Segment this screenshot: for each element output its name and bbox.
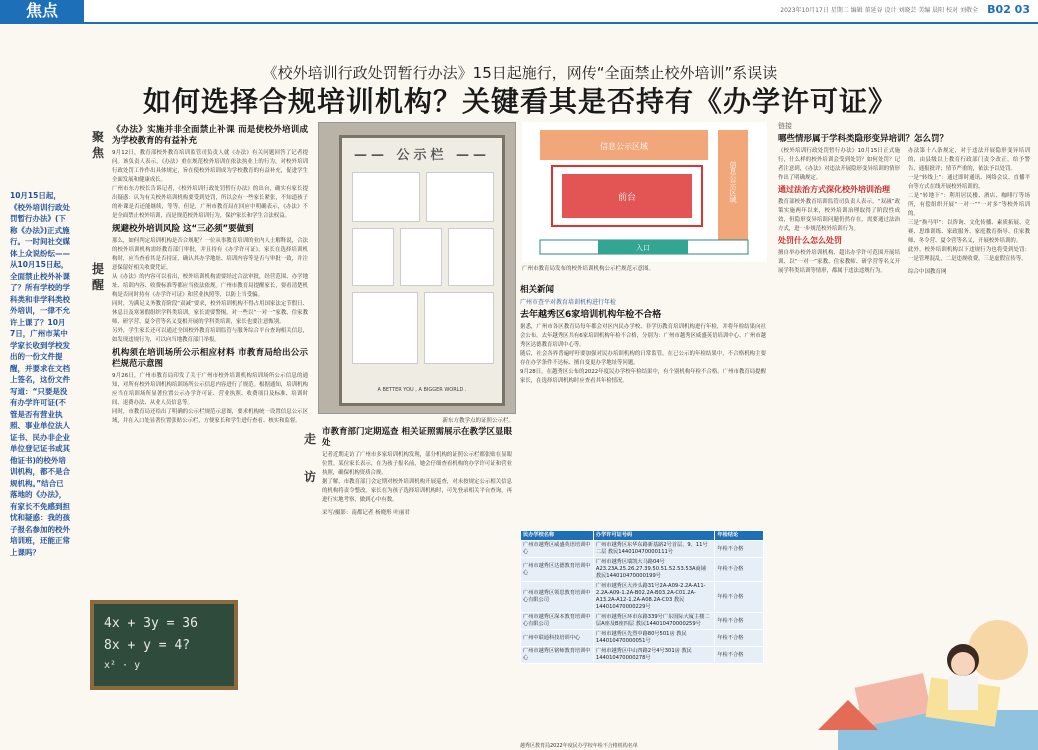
label-xing: 醒 bbox=[92, 278, 105, 292]
notice-board-photo bbox=[318, 122, 516, 414]
link-credit: 综合中国教育网 bbox=[908, 269, 947, 275]
top-info-label: 信息公示区域 bbox=[600, 142, 648, 151]
table-header: 办学许可证号码 bbox=[593, 531, 715, 541]
paragraph: 此外，校外培训机构以下违规行为也将受到处罚：一是管理混乱，二是违规收费，三是虚假宣传等。 bbox=[908, 247, 1030, 262]
side-info-label: 信息公示区域 bbox=[729, 161, 737, 203]
headline-title: 如何选择合规培训机构？关键看其是否持有《办学许可证》 bbox=[142, 85, 897, 118]
board-slogan: A BETTER YOU , A BIGGER WORLD . bbox=[377, 387, 467, 393]
table-cell: 广州市越秀区达德教育培训中心 bbox=[521, 558, 594, 582]
label-jiao: 焦 bbox=[92, 146, 105, 160]
paragraph: 随后，社会各界普遍呼吁要加强对民办培训机构的日常监管。在已公示的年检结果中，不合格机构主要存在办学条件不达标、擅自变更办学地址等问题。 bbox=[520, 351, 766, 366]
sidebar-note: 10月15日起，《校外培训行政处罚暂行办法》(下称《办法》)正式施行。一时间社交媒体上众说纷纭——从10月15日起，全面禁止校外补课了？所有学校的学科类和非学科类校外培训，一律不允许上课了？10月7日，广州市某中学家长收到学校发出的一份文件提醒，并要求在文档上签名，这份文件写道：“只要是没有办学许可证(不管是否有营业执照、事业单位法人证书、民办非企业单位登记证书或其他证书)的校外培训机构，都不是合规机构。”结合已落地的《办法》，有家长不免感到担忧和疑惑：我的孩子报名参加的校外培训班，还能正常上课吗？ bbox=[10, 191, 70, 557]
table-header: 民办学校名称 bbox=[521, 531, 594, 541]
credit: 采写/摄影：南都记者 杨晓彤 叶丽君 bbox=[322, 510, 410, 516]
label-fang: 访 bbox=[304, 470, 317, 484]
table-cell: 广州市越秀区威盛英语培训中心 bbox=[521, 541, 594, 558]
masthead bbox=[0, 0, 1038, 24]
table-cell: 年检不合格 bbox=[715, 647, 764, 664]
paragraph: 同时，市教育局还给出了明确的公示栏规范示意图，要求机构统一设置信息公示区域，并在入口处显著位置张贴公示栏，方便家长和学生进行查看、核实和监督。 bbox=[112, 409, 308, 424]
paragraph: 据悉，广州市各区教育局每年都会对区内民办学校、非学历教育培训机构进行年检，并将年检结果向社会公布。去年越秀区共有6家培训机构年检不合格，分别为：广州市越秀区威盛英语培训中心、广州市越秀区达德教育培训中心等。 bbox=[520, 324, 766, 348]
table-row bbox=[521, 582, 764, 613]
link-title: 哪些情形属于学科类隐形变异培训？怎么罚？ bbox=[778, 134, 949, 144]
paragraph: 广州市东方校长告诉记者，《校外培训行政处罚暂行办法》的出台，确实有家长提出疑惑：认为有关校外培训机构要受到处罚，所以会有一些家长紧张，不知道孩子的补课是否还能继续，等等。但是，广州市教育局在回应中明确表示，《办法》不是全面禁止校外培训，而是规范校外培训行为，保护家长和学生合法权益。 bbox=[112, 186, 308, 219]
paragraph: 据了解，市教育部门会定期对校外培训机构开展巡查，对未按规定公示相关信息的机构将责令整改。家长在为孩子选择培训机构时，可先登录相关平台查询，再进行实地考察，做到心中有数。 bbox=[322, 479, 512, 503]
paragraph: 教育部校外教育培训监管司负责人表示，“双减”政策实施两年以来，校外培训治理取得了阶段性成效，但隐形变异培训问题仍然存在，需要通过法治方式，进一步规范校外培训行为。 bbox=[778, 199, 900, 232]
schools-table bbox=[520, 530, 764, 664]
table-row bbox=[521, 647, 764, 664]
subhead-3: 机构须在培训场所公示相应材料 市教育局给出公示栏规范示意图 bbox=[112, 348, 308, 369]
table-cell: 年检不合格 bbox=[715, 558, 764, 582]
table-cell: 广州市越秀区大沙头路31号2A-A09-2.2A-A11-2.2A-A09-1.2A-B02.2A-B03.2A-C01.2A-A13.2A-A12-1.2A-A08.2A-C03 教民144010470000229号 bbox=[593, 582, 715, 613]
table-cell: 广州市越秀区铭师教育培训中心 bbox=[521, 647, 594, 664]
article-mid bbox=[322, 424, 512, 744]
table-cell: 广州市越秀区领思教育培训中心有限公司 bbox=[521, 582, 594, 613]
paragraph: 那么，如何判定培训机构是否合规呢？一位从事教育培训的业内人士解释说，合法的校外培训机构需经教育部门审批，并且持有《办学许可证》。家长在选择培训机构时，应当查看其是否持证，确认其办学地址、培训内容等是否与审批一致，并注意保留好相关收费凭证。 bbox=[112, 238, 308, 271]
paragraph: 9月28日，在越秀区公布的2022年度民办学校年检结果中，有个别机构年检不合格。广州市教育局提醒家长，在选择培训机构时应查看其年检情况。 bbox=[520, 369, 766, 384]
subhead-2: 规避校外培训风险 这“三必须”要做到 bbox=[112, 224, 254, 234]
diagram-caption: 广州市教育局发布的校外培训机构公示栏规范示意图。 bbox=[522, 266, 655, 272]
dateline: 2023年10月17日 星期二 编辑 董延谷 设计 刘晓芸 美编 晨阳 校对 刘敬全 bbox=[780, 7, 978, 14]
related-news bbox=[520, 282, 766, 526]
link-subhead: 通过法治方式深化校外培训治理 bbox=[778, 185, 890, 194]
label-ti: 提 bbox=[92, 262, 105, 276]
table-header-row bbox=[521, 531, 764, 541]
paragraph: 《校外培训行政处罚暂行办法》10月15日正式施行，什么样的校外培训会受到处罚？如何处罚？记者注意到，《办法》对违法开展隐形变异培训的情形作出了明确规定。 bbox=[778, 148, 900, 181]
page-number: B02 03 bbox=[987, 3, 1030, 16]
paragraph: 9月26日，广州市教育局印发了关于广州市校外培训机构培训场所公示信息的通知，对所有校外培训机构培训场所公示信息内容进行了规范。根据通知，培训机构应当在培训场所显著位置公示办学许可证、营业执照、收费项目及标准、培训时间、退费办法、从业人员信息等。 bbox=[112, 373, 308, 406]
notice-board bbox=[339, 135, 505, 406]
link-body bbox=[778, 147, 1030, 277]
related-title-2: 去年越秀区6家培训机构年检不合格 bbox=[520, 310, 662, 320]
paragraph: 另外，学生家长还可以通过全国校外教育培训监管与服务综合平台查询相关信息，如发现违规行为，可以向当地教育部门举报。 bbox=[112, 328, 308, 343]
notice-area-diagram bbox=[522, 122, 767, 262]
table-row bbox=[521, 630, 764, 647]
entrance-label: 入口 bbox=[636, 244, 650, 252]
list-item: 一是“转线上”：通过即时通讯、网络会议、直播平台等方式在线开展校外培训的。 bbox=[908, 175, 1030, 190]
paragraph: 擅自举办校外培训机构、超出办学许可范围开展培训、以“一对一”家教、住家教师、研学营等名义开展学科类培训等情形，都属于违法违规行为。 bbox=[778, 250, 900, 274]
table-cell: 年检不合格 bbox=[715, 613, 764, 630]
table-cell: 广州市越秀区环市东路339号广东国际大厦主楼二层A座及B座四层 教民144010470000259号 bbox=[593, 613, 715, 630]
section-tag: 焦点 bbox=[0, 0, 84, 22]
table-cell: 广州市越秀区先烈中路80号501房 教民144010470000051号 bbox=[593, 630, 715, 647]
subhead-1: 《办法》实施并非全面禁止补课 而是使校外培训成为学校教育的有益补充 bbox=[112, 125, 308, 146]
link-label: 链接 bbox=[778, 122, 792, 130]
paragraph: 办法第十八条规定，对于违法开展隐形变异培训的，由县级以上教育行政部门责令改正，给予警告、通报批评；情节严重的，依法予以处罚。 bbox=[908, 148, 1030, 172]
list-item: 二是“转地下”：利用居民楼、酒店、咖啡厅等场所，有偿组织开展“一对一”“一对多”等校外培训的。 bbox=[908, 193, 1030, 217]
paragraph: 记者近期走访了广州市多家培训机构发现，部分机构的证照公示栏都张贴在显眼位置。某位家长表示，在为孩子报名前，她会仔细查看机构的办学许可证和营业执照，确保机构资质合规。 bbox=[322, 452, 512, 476]
table-cell: 广州市越秀区中山四路2号4号301房 教民144010470000278号 bbox=[593, 647, 715, 664]
table-cell: 年检不合格 bbox=[715, 582, 764, 613]
table-cell: 广州市越秀区深本教育培训中心有限公司 bbox=[521, 613, 594, 630]
related-title-1: 广州市查平对教育培训机构进行年检 bbox=[520, 299, 617, 306]
photo-caption: 新东方教学点的证照公示栏。 bbox=[442, 418, 514, 424]
paragraph: 同时，为满足义务教育阶段“双减”要求，校外培训机构不得占用国家法定节假日、休息日及寒暑假组织学科类培训，家长需要警惕。对一些以“一对一”家教、住家教师、研学营、夏令营等名义变相开展的学科类培训，家长也要注意甄别。 bbox=[112, 301, 308, 325]
front-desk-label: 前台 bbox=[617, 193, 637, 203]
student-illustration bbox=[798, 610, 1038, 750]
table-row bbox=[521, 541, 764, 558]
table-cell: 广州市越秀区东华东路新基路2号首层、9、11号二层 教民144010470000111号 bbox=[593, 541, 715, 558]
list-item: 三是“换马甲”：以咨询、文化传播、素质拓展、竞赛、思维训练、家政服务、家庭教育指导、住家教师、冬令营、夏令营等名义，开展校外培训的。 bbox=[908, 220, 1030, 244]
link-subhead-2: 处罚什么怎么处罚 bbox=[778, 236, 842, 245]
link-column bbox=[778, 122, 1030, 592]
table-cell: 年检不合格 bbox=[715, 630, 764, 647]
table-row bbox=[521, 613, 764, 630]
chalkboard-image: 4x + 3y = 36 8x + y = 4? x² · y bbox=[90, 600, 238, 690]
table-row bbox=[521, 558, 764, 582]
table-header: 年检结论 bbox=[715, 531, 764, 541]
article-left bbox=[112, 122, 308, 598]
table-cell: 广州市越秀区瑞凯大马路04号A23.23A.25.26.27.39.50.51.52.53.53A商铺 教民144010470000199号 bbox=[593, 558, 715, 582]
subhead-mid: 市教育部门定期巡查 相关证照需展示在教学区显眼处 bbox=[322, 427, 512, 448]
label-zou: 走 bbox=[304, 432, 317, 446]
table-note: 越秀区教育局2022年度民办学校年检不合格机构名单 bbox=[520, 743, 638, 749]
label-ju: 聚 bbox=[92, 130, 105, 144]
table-cell: 年检不合格 bbox=[715, 541, 764, 558]
paragraph: 从《办法》的内容可以看出，校外培训机构需要经过合法审批，经营范围、办学地址、培训内容、收费标准等都应当依法依规。广州市教育局提醒家长，要看清楚机构是否同时持有《办学许可证》和营业执照等，以防上当受骗。 bbox=[112, 274, 308, 298]
headline-kicker: 《校外培训行政处罚暂行办法》15日起施行，网传“全面禁止校外培训”系误读 bbox=[262, 64, 778, 82]
related-label: 相关新闻 bbox=[520, 285, 555, 295]
board-title: —— 公示栏 —— bbox=[353, 148, 491, 163]
paragraph: 9月12日，教育部校外教育培训监管司负责人就《办法》有关问题回答了记者提问。该负责人表示，《办法》重在规范校外培训在依法执业上的行为，对校外培训行政处罚工作作出具体规定，旨在使校外培训成为学校教育的有益补充，促进学生全面发展和健康成长。 bbox=[112, 150, 308, 183]
table-cell: 广州中联通科技培训中心 bbox=[521, 630, 594, 647]
